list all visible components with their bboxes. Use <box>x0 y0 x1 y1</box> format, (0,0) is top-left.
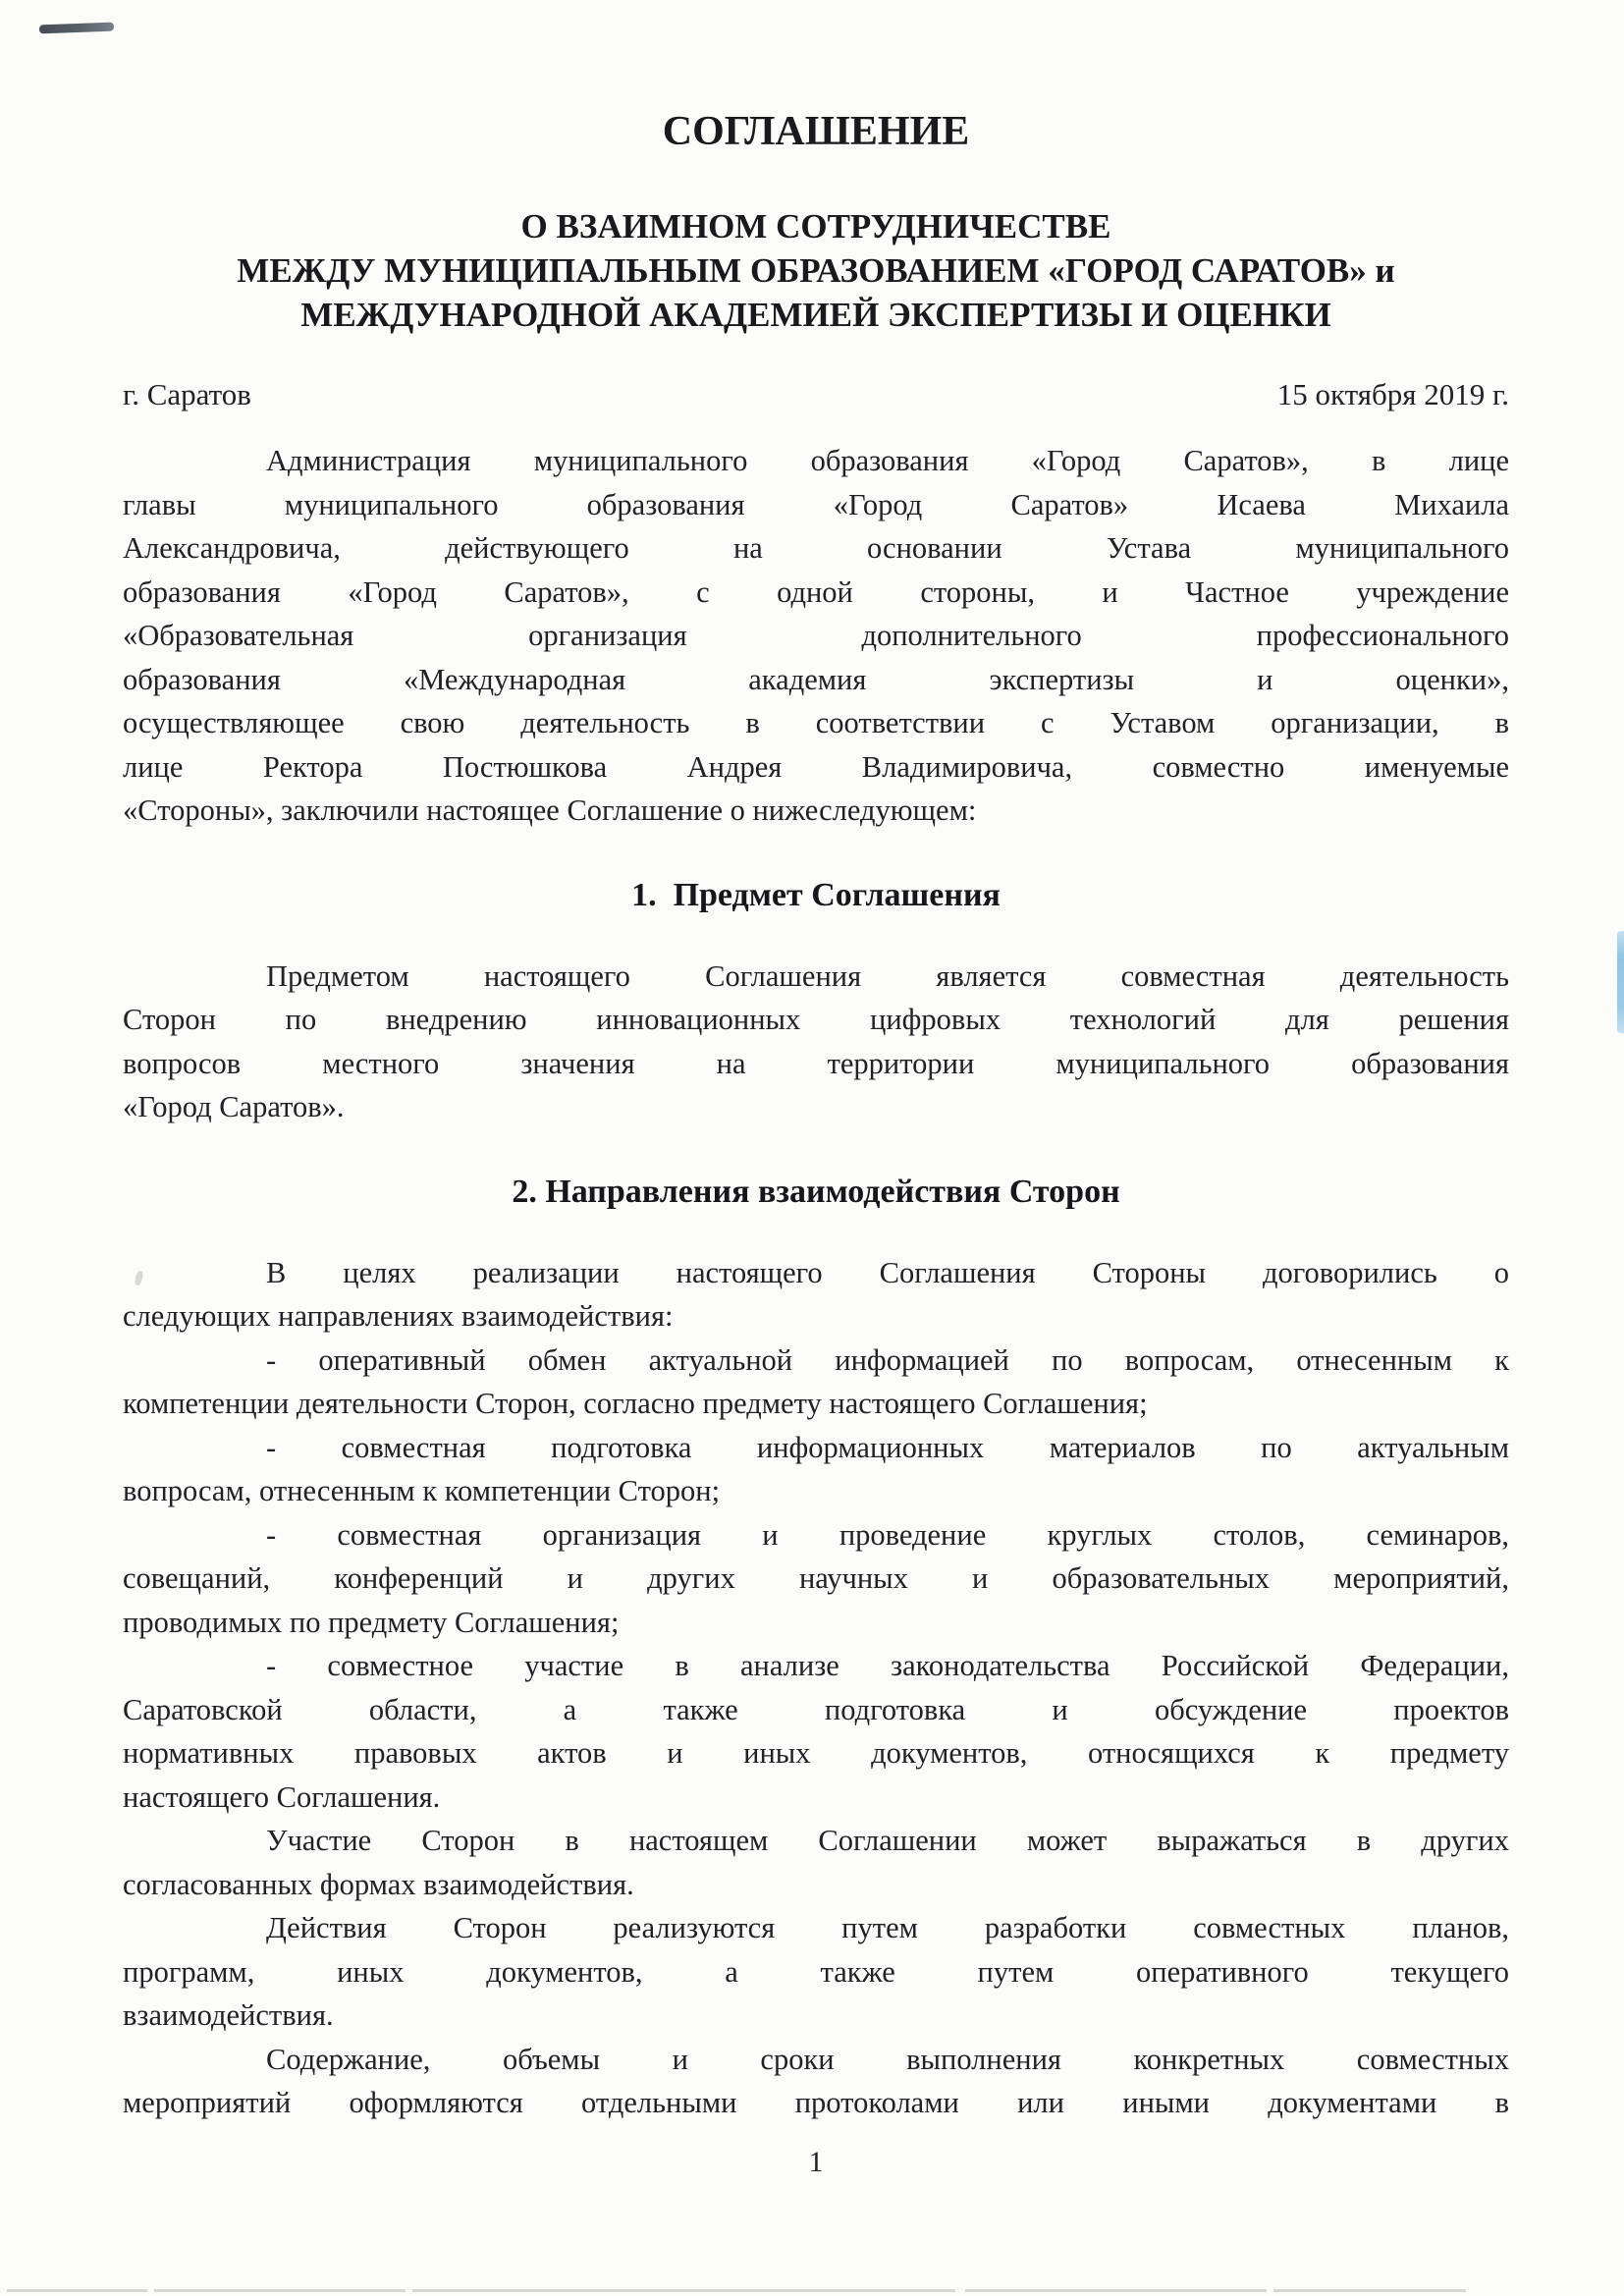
text-line: компетенции деятельности Сторон, согласно предмету настоящего Соглашения; <box>123 1387 1148 1420</box>
text-line: настоящего Соглашения. <box>123 1779 441 1814</box>
text-line: Содержание, объемы и сроки выполнения конкретных совместных <box>266 2042 1509 2076</box>
text-line: образования «Город Саратов», с одной стороны, и Частное учреждение <box>123 574 1509 609</box>
page-number: 1 <box>808 2145 824 2178</box>
text-line: вопросам, отнесенным к компетенции Сторон; <box>123 1474 721 1507</box>
text-line: лице Ректора Постюшкова Андрея Владимировича, совместно именуемые <box>123 749 1509 784</box>
text-line: - оперативный обмен актуальной информацией по вопросам, отнесенным к <box>266 1342 1509 1377</box>
paragraph <box>123 1819 1509 1906</box>
document-subtitle <box>123 204 1509 337</box>
text-line: вопросов местного значения на территории муниципального образования <box>123 1046 1509 1080</box>
paragraph <box>123 1513 1509 1645</box>
text-line: В целях реализации настоящего Соглашения Стороны договорились о <box>266 1255 1509 1289</box>
text-line: Действия Сторон реализуются путем разработки совместных планов, <box>266 1911 1509 1944</box>
section-heading: 1. Предмет Соглашения <box>631 876 1001 913</box>
paragraph <box>123 439 1509 833</box>
scan-artifact-bottom-edge-line <box>154 2289 406 2292</box>
dateline <box>123 373 1509 416</box>
text-line: Участие Сторон в настоящем Соглашении может выражаться в других <box>266 1824 1509 1857</box>
text-line: следующих направлениях взаимодействия: <box>123 1299 674 1333</box>
text-line: Предметом настоящего Соглашения является совместная деятельность <box>266 958 1509 993</box>
document-content <box>123 0 1509 2184</box>
paragraph <box>123 2038 1509 2125</box>
scan-artifact-top-left-mark <box>39 23 114 34</box>
text-line: образования «Международная академия экспертизы и оценки», <box>123 662 1509 696</box>
text-line: главы муниципального образования «Город Саратов» Исаева Михаила <box>123 487 1509 521</box>
text-line: проводимых по предмету Соглашения; <box>123 1605 620 1639</box>
text-line: мероприятий оформляются отдельными протоколами или иными документами в <box>123 2086 1509 2119</box>
document-title: СОГЛАШЕНИЕ <box>662 109 970 154</box>
scan-artifact-bottom-edge-line <box>1273 2289 1466 2292</box>
document-date: 15 октября 2019 г. <box>1276 377 1509 411</box>
document-place: г. Саратов <box>123 377 251 411</box>
scan-artifact-bottom-edge-line <box>412 2289 955 2292</box>
paragraph <box>123 1426 1509 1513</box>
section-heading: 2. Направления взаимодействия Сторон <box>512 1173 1120 1210</box>
subtitle-line: МЕЖДУ МУНИЦИПАЛЬНЫМ ОБРАЗОВАНИЕМ «ГОРОД САРАТОВ» и <box>237 251 1395 290</box>
paragraph <box>123 955 1509 1129</box>
text-line: программ, иных документов, а также путем оперативного текущего <box>123 1954 1509 1989</box>
text-line: - совместное участие в анализе законодательства Российской Федерации, <box>266 1649 1509 1682</box>
scan-artifact-bottom-edge-line <box>965 2289 1267 2292</box>
text-line: «Город Саратов». <box>123 1090 345 1123</box>
text-line: «Образовательная организация дополнительного профессионального <box>123 619 1509 652</box>
paragraph <box>123 1644 1509 1819</box>
subtitle-line: МЕЖДУНАРОДНОЙ АКАДЕМИЕЙ ЭКСПЕРТИЗЫ И ОЦЕНКИ <box>300 296 1331 334</box>
text-line: взаимодействия. <box>123 1998 334 2032</box>
text-line: нормативных правовых актов и иных документов, относящихся к предмету <box>123 1736 1509 1770</box>
text-line: «Стороны», заключили настоящее Соглашение о нижеследующем: <box>123 793 977 827</box>
paragraph <box>123 1251 1509 1339</box>
text-line: Сторон по внедрению инновационных цифровых технологий для решения <box>123 1003 1509 1036</box>
paragraph <box>123 1339 1509 1426</box>
scan-artifact-right-edge-blue-strip <box>1617 931 1624 1033</box>
scan-artifact-bottom-edge-line <box>7 2289 147 2292</box>
text-line: согласованных формах взаимодействия. <box>123 1867 634 1901</box>
text-line: - совместная организация и проведение круглых столов, семинаров, <box>266 1517 1509 1552</box>
text-line: Александровича, действующего на основании Устава муниципального <box>123 531 1509 565</box>
paragraph <box>123 1906 1509 2038</box>
text-line: осуществляющее свою деятельность в соответствии с Уставом организации, в <box>123 706 1509 739</box>
text-line: совещаний, конференций и других научных и образовательных мероприятий, <box>123 1561 1509 1595</box>
text-line: Саратовской области, а также подготовка и обсуждение проектов <box>123 1692 1509 1726</box>
document-body <box>123 439 1509 2125</box>
subtitle-line: О ВЗАИМНОМ СОТРУДНИЧЕСТВЕ <box>520 207 1111 246</box>
text-line: - совместная подготовка информационных материалов по актуальным <box>266 1430 1509 1464</box>
text-line: Администрация муниципального образования «Город Саратов», в лице <box>266 444 1509 477</box>
